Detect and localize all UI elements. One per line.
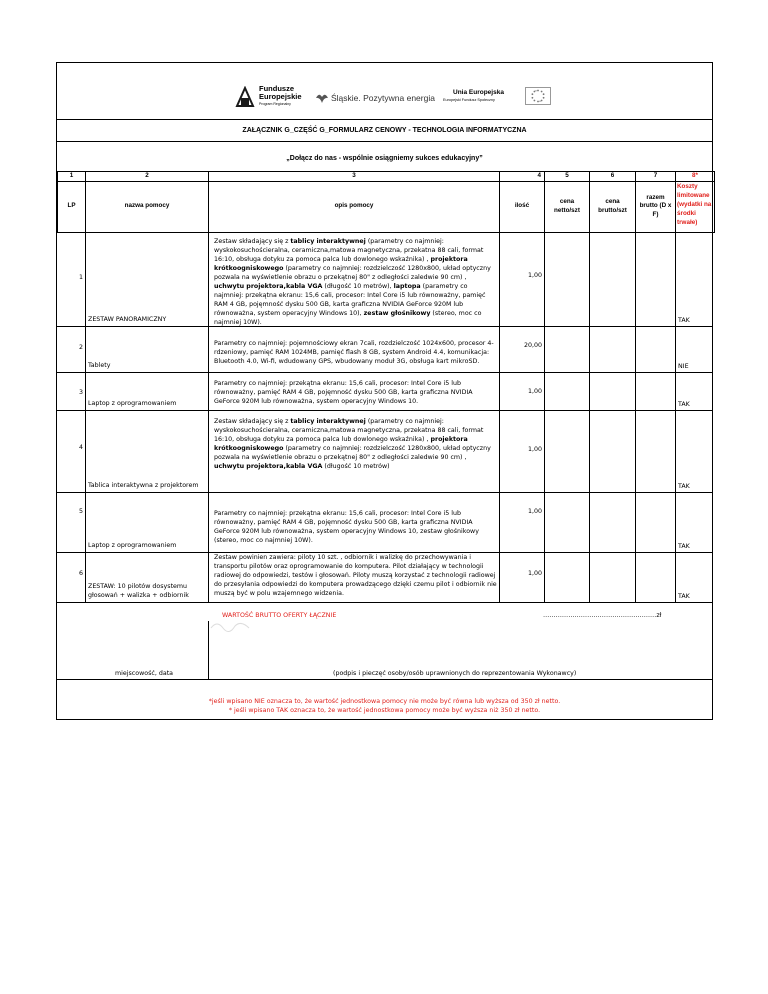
- form-sheet: [56, 62, 713, 720]
- fundusze-europejskie-logo: [235, 84, 305, 110]
- row-total-price-field[interactable]: [636, 411, 675, 492]
- row-name: ZESTAW: 10 pilotów dosystemu głosowań + walizka + odbiornik: [88, 583, 189, 599]
- price-table: [57, 171, 715, 233]
- col-num-2: 2: [86, 172, 209, 182]
- slaskie-text: Śląskie. Pozytywna energia: [331, 93, 435, 103]
- row-lp: 4: [78, 444, 83, 451]
- row-qty: 20,00: [523, 342, 542, 349]
- description-fragment: uchwytu projektora,kabla VGA: [214, 283, 323, 290]
- row-name: ZESTAW PANORAMICZNY: [88, 316, 167, 323]
- logo-bar: [57, 63, 712, 119]
- row-name: Tablety: [88, 362, 111, 369]
- ue-line2: Europejski Fundusz Społeczny: [443, 98, 495, 102]
- total-value-field[interactable]: ………………………………………………zł: [543, 612, 662, 619]
- row-total-price-field[interactable]: [636, 231, 675, 326]
- description-fragment: Zestaw składający się z: [214, 238, 291, 245]
- row-lp: 6: [78, 570, 83, 577]
- description-fragment: (parametry co najmniej: wyskokosuchościeralna, ceramiczna,matowa magnetyczna, przekatna 88 cali, format 16:10, obsługa dotyku za pomoca palca lub dowlonego wskaźnika) ,: [214, 238, 484, 263]
- row-lp: 2: [78, 344, 83, 351]
- row-net-price-field[interactable]: [545, 373, 589, 410]
- row-total-price-field[interactable]: [636, 373, 675, 410]
- description-fragment: (parametry co najmniej: rozdzielczość 1280x800, układ optyczny pozwala na wyświetlenie obrazu o przekątnej 80" z odległości zaledwie 90 cm) ,: [214, 445, 491, 461]
- description-fragment: projektora krótkoogniskowego: [214, 436, 468, 452]
- description-fragment: (długość 10 metrów): [322, 463, 390, 470]
- row-limit-flag: TAK: [678, 543, 690, 550]
- row-gross-price-field[interactable]: [590, 493, 635, 552]
- row-description: [214, 553, 497, 598]
- col-num-8: 8*: [676, 172, 715, 182]
- form-subtitle: „Dołącz do nas - wspólnie osiągniemy sukces edukacyjny”: [286, 155, 483, 162]
- description-fragment: (parametry co najmniej: przekątna ekranu: 15,6 cali, procesor: Intel Core i5 lub równoważny, pamięć RAM 4 GB, pojęmność dysku 500 GB, karta graficzna NVIDIA GeForce 920M lub równoważna, system operacyjny Windows 10),: [214, 283, 486, 317]
- slaskie-logo: [315, 91, 445, 107]
- footnote-tak: * jeśli wpisano TAK oznacza to, że wartość jednostkowa pomocy może być wyższa niż 350 zł netto.: [228, 707, 541, 714]
- header-name: nazwa pomocy: [86, 181, 209, 232]
- col-num-1: 1: [58, 172, 86, 182]
- eu-flag-icon: [525, 87, 551, 105]
- description-fragment: (długość 10 metrów),: [322, 283, 394, 290]
- row-lp: 3: [78, 389, 83, 396]
- form-title: ZAŁĄCZNIK G_CZĘŚĆ G_FORMULARZ CENOWY - TECHNOLOGIA INFORMATYCZNA: [242, 127, 527, 134]
- fe-line2: Europejskie: [259, 92, 302, 101]
- description-fragment: (stereo, moc co najmniej 10W).: [214, 310, 482, 326]
- table-row: [57, 327, 712, 373]
- header-costs: Koszty limitowane (wydatki na środki trwałe): [676, 181, 715, 232]
- signature-label: (podpis i pieczęć osoby/osób uprawnionych do reprezentowania Wykonawcy): [333, 670, 577, 677]
- faint-stamp-icon: [209, 620, 251, 636]
- description-fragment: laptopa: [393, 283, 421, 290]
- row-gross-price-field[interactable]: [590, 327, 635, 372]
- row-description: [214, 379, 497, 406]
- description-fragment: tablicy interaktywnej: [290, 238, 366, 245]
- row-net-price-field[interactable]: [545, 327, 589, 372]
- row-gross-price-field[interactable]: [590, 553, 635, 602]
- col-num-3: 3: [209, 172, 500, 182]
- row-qty: 1,00: [527, 508, 542, 515]
- row-limit-flag: TAK: [678, 317, 690, 324]
- description-fragment: (parametry co najmniej: rozdzielczość 1280x800, układ optyczny pozwala na wyświetlenie obrazu o przekątnej 80" z odległości zaledwie 90 cm) ,: [214, 265, 491, 281]
- header-gross: cena brutto/szt: [590, 181, 636, 232]
- description-fragment: Parametry co najmniej: przekątna ekranu: 15,6 cali, procesor: Intel Core i5 lub równoważny, pamięć RAM 4 GB, pojęmność dysku 500 GB, karta graficzna NVIDIA GeForce 920M lub równoważna, system operacyjny Windows 10.: [214, 380, 473, 405]
- row-limit-flag: TAK: [678, 593, 690, 600]
- table-row: [57, 411, 712, 493]
- row-total-price-field[interactable]: [636, 493, 675, 552]
- row-gross-price-field[interactable]: [590, 373, 635, 410]
- row-description: [214, 237, 497, 327]
- row-gross-price-field[interactable]: [590, 411, 635, 492]
- row-total-price-field[interactable]: [636, 327, 675, 372]
- description-fragment: zestaw głośnikowy: [363, 310, 431, 317]
- row-limit-flag: NIE: [678, 363, 689, 370]
- description-fragment: tablicy interaktywnej: [290, 418, 366, 425]
- col-num-6: 6: [590, 172, 636, 182]
- row-qty: 1,00: [527, 272, 542, 279]
- description-fragment: Parametry co najmniej: przekątna ekranu: 15,6 cali, procesor: Intel Core i5 lub równoważny, pamięć RAM 4 GB, pojęmność dysku 500 GB, karta graficzna NVIDIA GeForce 920M lub równoważna, system operacyjny Windows 10, zestaw głośnikowy (stereo, moc co najmniej 10W).: [214, 510, 479, 544]
- header-lp: LP: [58, 181, 86, 232]
- description-fragment: Parametry co najmniej: pojemnościowy ekran 7cali, rozdzielczość 1024x600, procesor 4-rdzeniowy, pamięć RAM 1024MB, pamięć flash 8 GB, system Android 4.4, komunikacja: Bluetooth 4.0, Wi-fi, wdudowany GPS, wbudowany moduł 3G, obsługa kart mikroSD.: [214, 340, 494, 365]
- place-date-label: miejscowość, data: [115, 670, 174, 677]
- description-fragment: Zestaw składający się z: [214, 418, 291, 425]
- row-gross-price-field[interactable]: [590, 231, 635, 326]
- row-description: [214, 339, 497, 366]
- fe-sub: Program Regionalny: [259, 102, 291, 106]
- col-num-5: 5: [545, 172, 590, 182]
- description-fragment: uchwytu projektora,kabla VGA: [214, 463, 323, 470]
- header-total: razem brutto (D x F): [636, 181, 676, 232]
- row-name: Laptop z oprogramowaniem: [88, 400, 177, 407]
- fe-star-icon: [235, 86, 255, 108]
- total-label: WARTOŚĆ BRUTTO OFERTY ŁĄCZNIE: [222, 612, 337, 619]
- row-total-price-field[interactable]: [636, 553, 675, 602]
- header-desc: opis pomocy: [209, 181, 500, 232]
- ue-line1: Unia Europejska: [453, 89, 504, 96]
- row-qty: 1,00: [527, 388, 542, 395]
- footnote-nie: *jeśli wpisano NIE oznacza to, że wartość jednostkowa pomocy nie może być równa lub wyższa od 350 zł netto.: [208, 698, 561, 705]
- row-description: [214, 509, 497, 545]
- header-net: cena netto/szt: [545, 181, 590, 232]
- eagle-icon: [315, 92, 329, 104]
- row-net-price-field[interactable]: [545, 493, 589, 552]
- col-num-4: 4: [500, 172, 545, 182]
- row-lp: 1: [78, 274, 83, 281]
- table-row: [57, 553, 712, 603]
- row-qty: 1,00: [527, 446, 542, 453]
- column-number-row: [58, 172, 715, 182]
- header-row: [58, 181, 715, 232]
- row-net-price-field[interactable]: [545, 553, 589, 602]
- header-qty: ilość: [500, 181, 545, 232]
- table-row: [57, 231, 712, 327]
- row-limit-flag: TAK: [678, 483, 690, 490]
- row-net-price-field[interactable]: [545, 411, 589, 492]
- description-fragment: (parametry co najmniej: wyskokosuchościeralna, ceramiczna,matowa magnetyczna, przekatna 88 cali, format 16:10, obsługa dotyku za pomoca palca lub dowlonego wskaźnika) ,: [214, 418, 484, 443]
- row-description: [214, 417, 497, 471]
- row-name: Laptop z oprogramowaniem: [88, 542, 177, 549]
- description-fragment: projektora krótkoogniskowego: [214, 256, 468, 272]
- eu-logo: [443, 84, 569, 110]
- row-lp: 5: [78, 508, 83, 515]
- row-qty: 1,00: [527, 570, 542, 577]
- row-name: Tablica interaktywna z projektorem: [88, 482, 199, 489]
- table-row: [57, 493, 712, 553]
- row-limit-flag: TAK: [678, 401, 690, 408]
- description-fragment: Zestaw powinien zawiera: piloty 10 szt. , odbiornik i walizkę do przechowywania i transportu pilotów oraz oprogramowanie do komputera. Pilot działający w technologii radiowej do odpowiedzi, testów i głosowań. Piloty muszą korzystać z technologii radiowej do przesyłania odpowiedzi do komputera prowadzącego dzięki czemu pilot i odbiornik nie muszą być w polu wzajemnego widzenia.: [214, 554, 497, 597]
- col-num-7: 7: [636, 172, 676, 182]
- fe-line1: Fundusze: [259, 84, 294, 93]
- row-net-price-field[interactable]: [545, 231, 589, 326]
- table-row: [57, 373, 712, 411]
